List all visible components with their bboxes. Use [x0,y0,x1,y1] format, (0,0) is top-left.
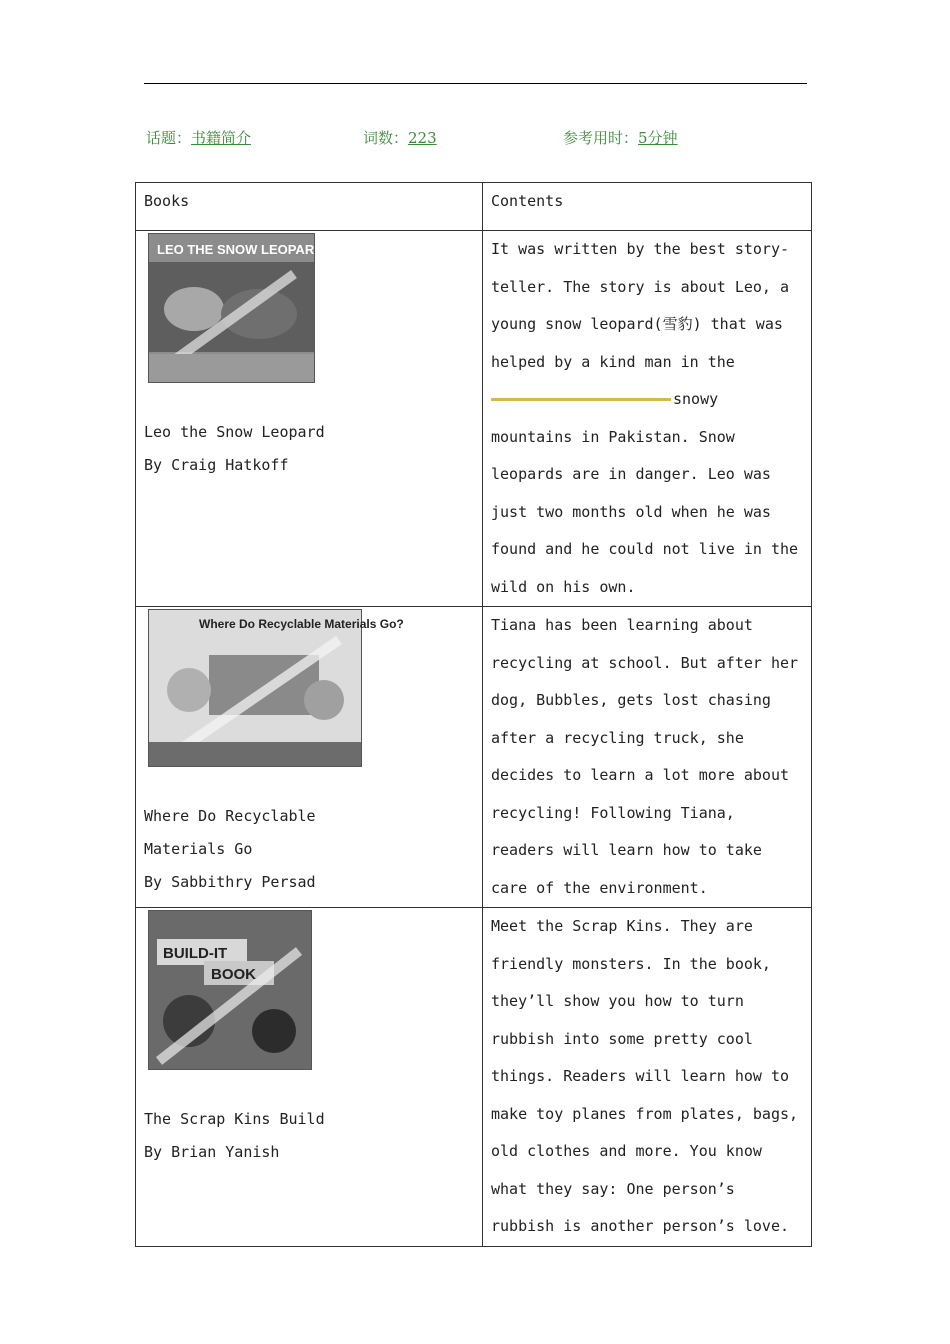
content-text: Meet the Scrap Kins. They are friendly monsters. In the book, they’ll show you how to turn rubbish into some pretty cool things. Readers will learn how to make toy planes from plates, bags, old clothes and more. You know what they say: One person’s rubbish is another person’s love. [491,917,799,1235]
book-author: By Craig Hatkoff [144,456,289,474]
book-author: By Brian Yanish [144,1143,280,1161]
content-cell [483,231,812,607]
cover-title-text: Where Do Recyclable Materials Go? [199,617,404,631]
book-cover-image [148,233,324,383]
topic-value: 书籍简介 [191,129,252,147]
books-header: Books [136,183,483,231]
book-cover-image [148,609,404,767]
word-count-value: 223 [408,129,437,147]
content-cell [483,908,812,1247]
book-cell [136,908,483,1247]
book-title: Leo the Snow Leopard [144,423,325,441]
top-rule [144,83,807,84]
topic-meta [146,127,251,148]
fill-in-blank-line[interactable] [491,398,671,401]
book-title: The Scrap Kins Build [144,1110,325,1128]
topic-label: 话题： [146,129,192,147]
contents-header: Contents [483,183,812,231]
books-table [135,182,812,1247]
time-value: 5分钟 [638,129,678,147]
content-text: It was written by the best story-teller. The story is about Leo, a young snow leopard(雪豹) that was helped by a kind man in the [491,240,790,371]
table-row [136,607,812,908]
word-count-label: 词数： [363,129,409,147]
book-cell [136,231,483,607]
book-title: Where Do Recyclable [144,807,316,825]
cover-title-text: LEO THE SNOW LEOPARD [157,242,324,257]
time-meta [563,127,678,148]
book-cover-image [148,910,312,1070]
book-title-line2: Materials Go [144,840,253,858]
time-label: 参考用时： [563,129,639,147]
book-author: By Sabbithry Persad [144,873,316,891]
table-header-row [136,183,812,231]
content-text: Tiana has been learning about recycling at school. But after her dog, Bubbles, gets lost chasing after a recycling truck, she decides to learn a lot more about recycling! Following Tiana, readers will learn how to take care of the environment. [491,616,799,897]
content-cell [483,607,812,908]
table-row [136,908,812,1247]
word-count-meta [363,127,437,148]
book-cell [136,607,483,908]
cover-subtitle-text: BOOK [211,966,256,983]
table-row [136,231,812,607]
content-text-continued: snowy mountains in Pakistan. Snow leopards are in danger. Leo was just two months old when he was found and he could not live in the wild on his own. [491,390,799,596]
cover-title-text: BUILD-IT [163,945,228,962]
